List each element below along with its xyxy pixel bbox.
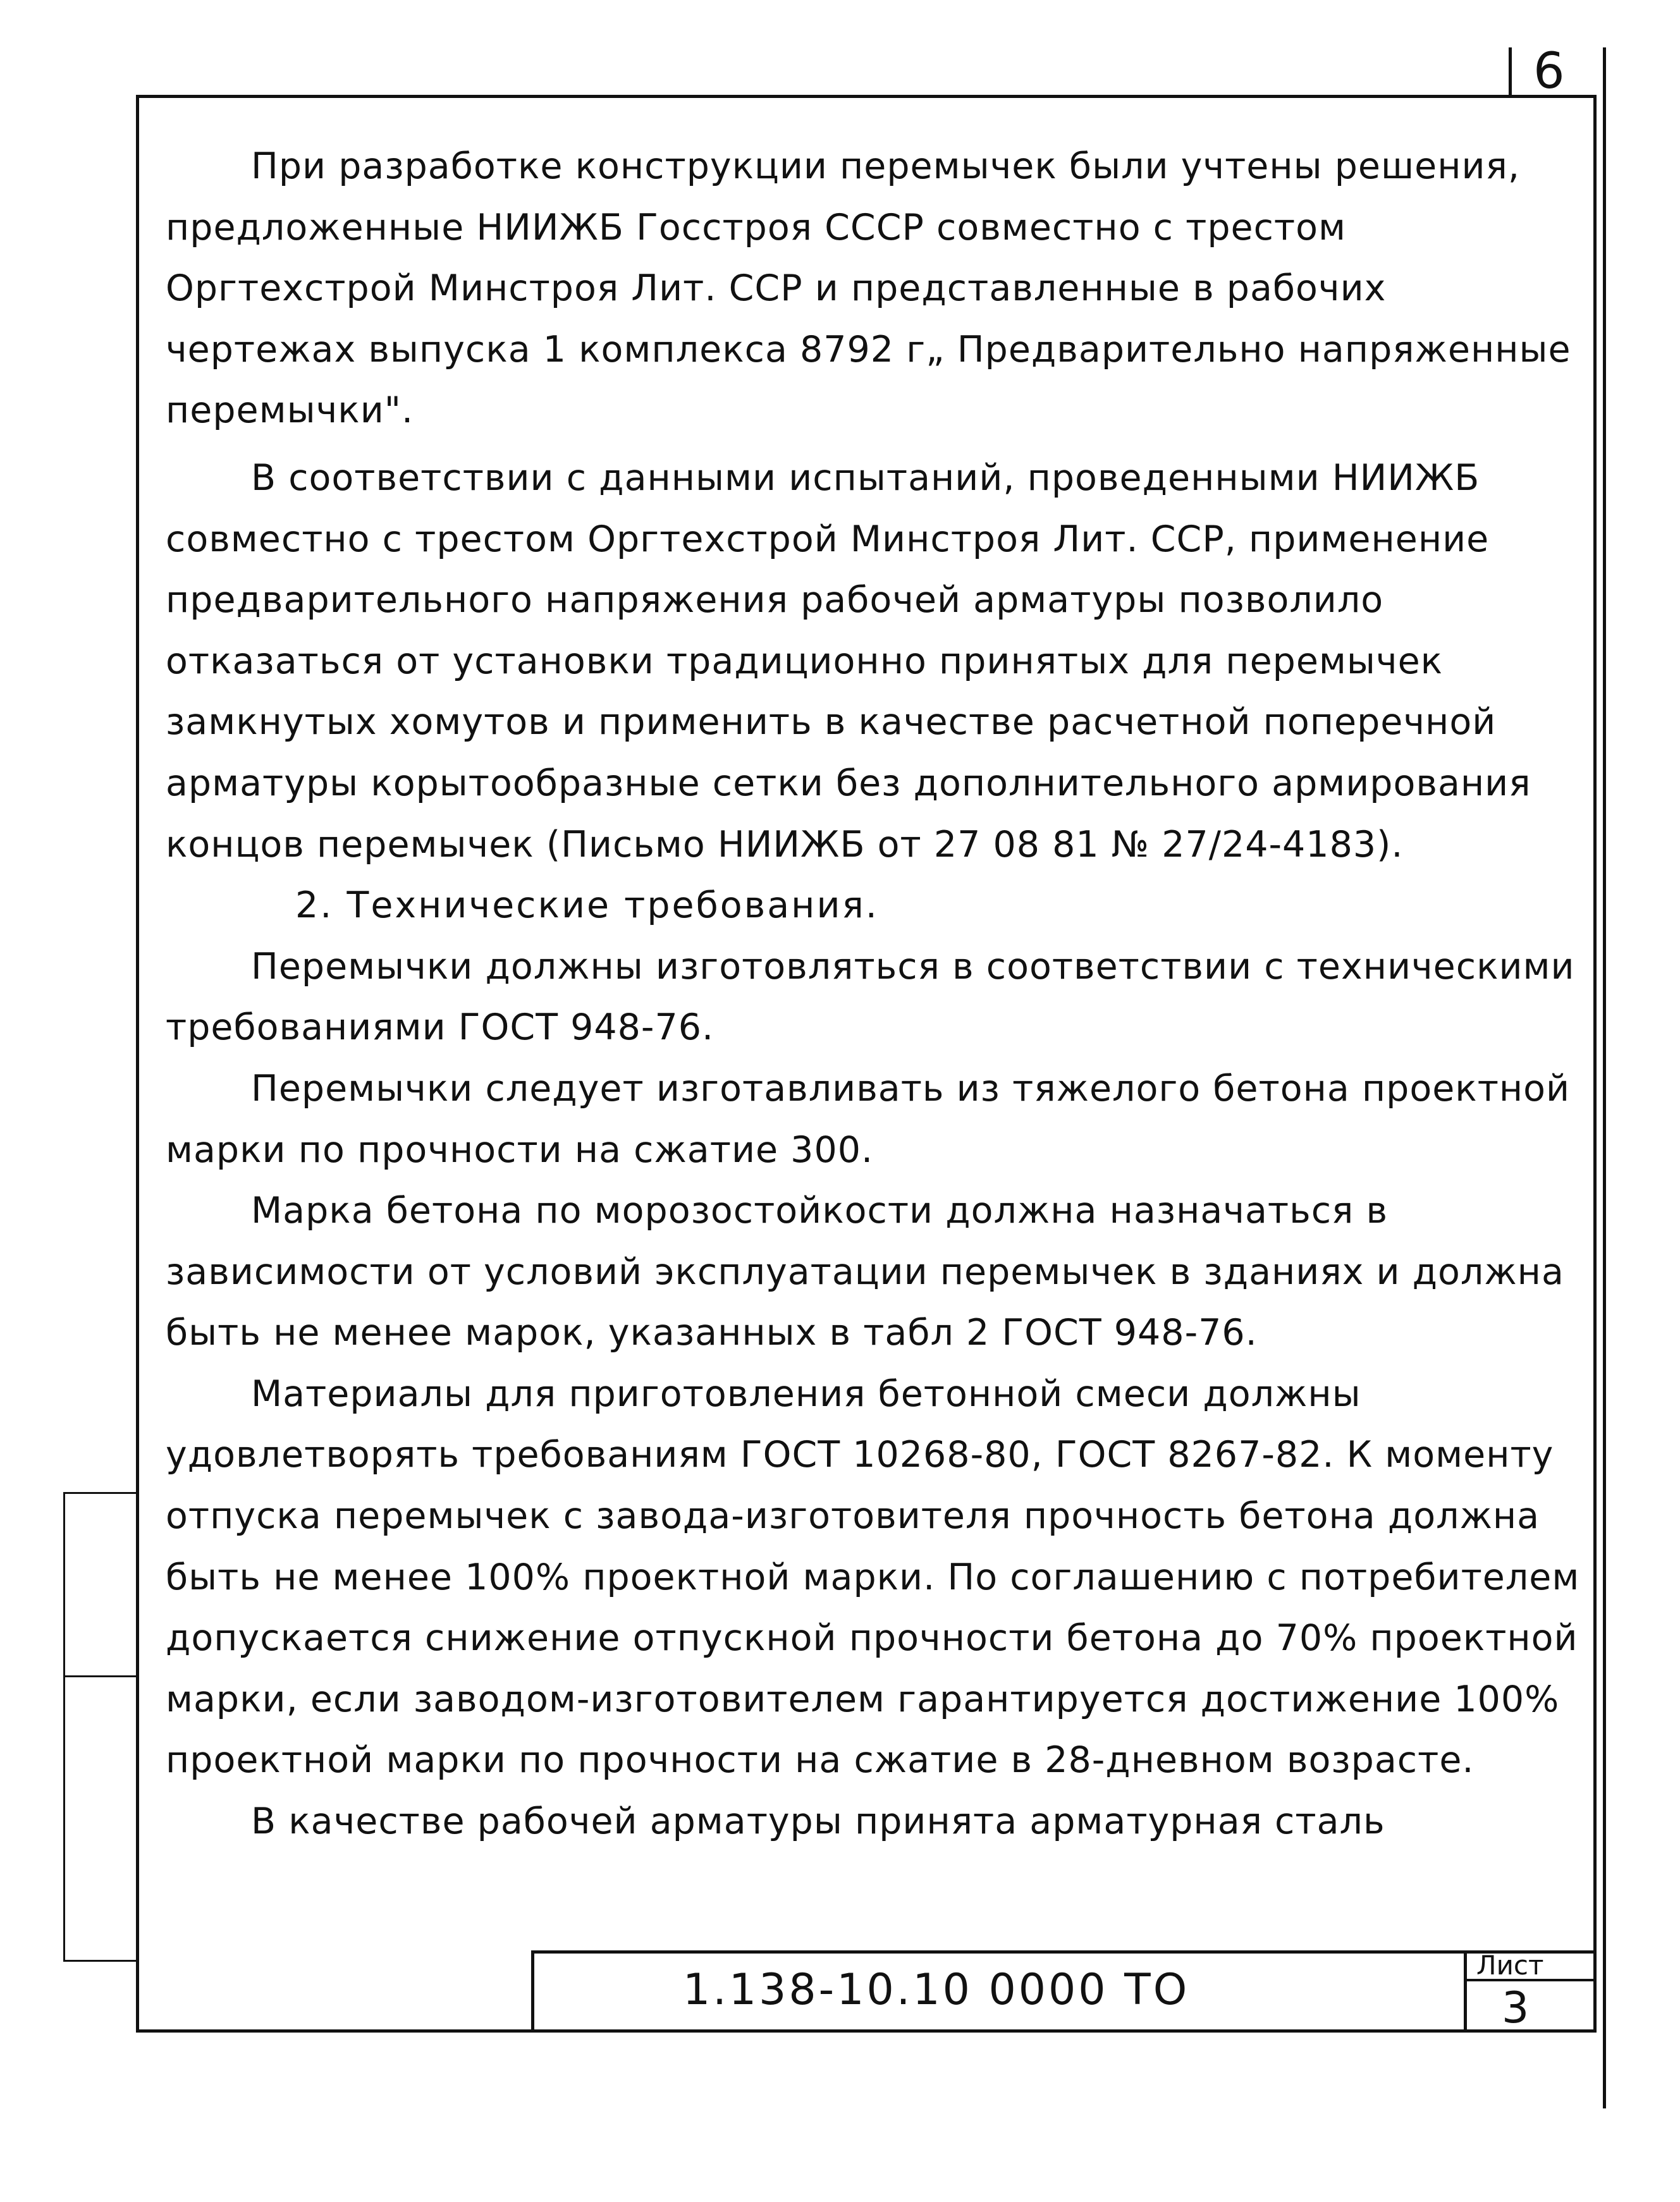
document-body <box>166 136 1582 1852</box>
right-border-line <box>1603 47 1606 2108</box>
margin-strip-line <box>63 1492 136 1494</box>
paragraph-6: Материалы для приготовления бетонной смеси должны удовлетворять требованиям ГОСТ 10268-80, ГОСТ 8267-82. К моменту отпуска перемычек с завода-изготовителя прочность бетона должна быть не менее 100% проектной марки. По соглашению с потребителем допускается снижение отпускной прочности бетона до 70% проектной марки, если заводом-изготовителем гарантируется достижение 100% проектной марки по прочности на сжатие в 28-дневном возрасте. <box>166 1373 1580 1782</box>
margin-strip-vertical-line <box>63 1492 65 1960</box>
sheet-box-divider <box>1464 1950 1467 2033</box>
section-heading: 2. Технические требования. <box>295 884 879 927</box>
sheet-label: Лист <box>1476 1950 1544 1981</box>
margin-strip-line <box>63 1675 136 1677</box>
paragraph-3: Перемычки должны изготовляться в соответствии с техническими требованиями ГОСТ 948-76. <box>166 945 1575 1049</box>
left-margin-strip <box>63 1492 136 1960</box>
paragraph-4: Перемычки следует изготавливать из тяжелого бетона проектной марки по прочности на сжатие 300. <box>166 1067 1571 1171</box>
paragraph-7: В качестве рабочей арматуры принята арматурная сталь <box>251 1801 1385 1843</box>
paragraph-5: Марка бетона по морозостойкости должна назначаться в зависимости от условий эксплуатации перемычек в зданиях и должна быть не менее марок, указанных в табл 2 ГОСТ 948-76. <box>166 1190 1564 1354</box>
margin-strip-line <box>63 1960 136 1962</box>
page-number-top: 6 <box>1533 43 1565 100</box>
paragraph-2: В соответствии с данными испытаний, проведенными НИИЖБ совместно с трестом Оргтехстрой Минстроя Лит. ССР, применение предварительного напряжения рабочей арматуры позволило отказаться от установки традиционно принятых для перемычек замкнутых хомутов и применить в качестве расчетной поперечной арматуры корытообразные сетки без дополнительного армирования концов перемычек (Письмо НИИЖБ от 27 08 81 № 27/24-4183). <box>166 456 1531 866</box>
paragraph-1: При разработке конструкции перемычек были учтены решения, предложенные НИИЖБ Госстроя СССР совместно с трестом Оргтехстрой Минстроя Лит. ССР и представленные в рабочих чертежах выпуска 1 комплекса 8792 г„ Предварительно напряженные перемычки". <box>166 145 1571 432</box>
document-code: 1.138-10.10 0000 ТО <box>683 1965 1190 2015</box>
sheet-number: 3 <box>1502 1983 1530 2033</box>
page-number-separator <box>1509 47 1512 98</box>
